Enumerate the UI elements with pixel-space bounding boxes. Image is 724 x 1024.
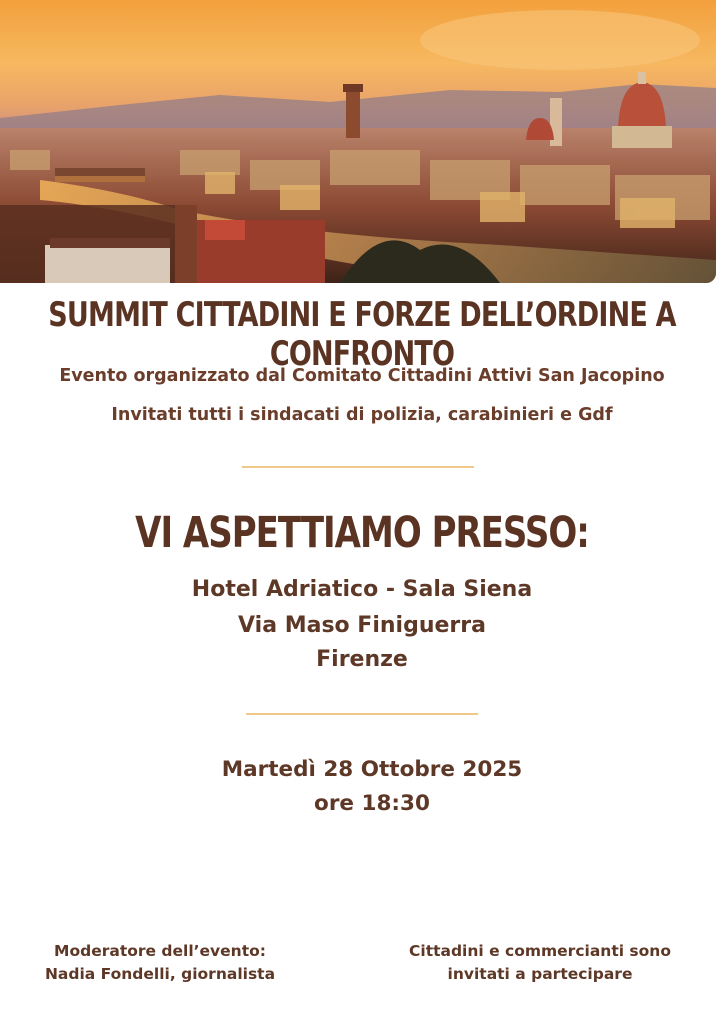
event-time: ore 18:30 xyxy=(314,791,430,816)
invitation-line1: Cittadini e commercianti sono xyxy=(409,942,671,960)
event-title: SUMMIT CITTADINI E FORZE DELL’ORDINE A CONFRONTO xyxy=(48,296,676,374)
venue-heading: VI ASPETTIAMO PRESSO: xyxy=(135,508,589,558)
moderator-block xyxy=(0,940,320,986)
divider-top xyxy=(242,466,474,468)
divider-bottom xyxy=(246,713,478,715)
invited-text: Invitati tutti i sindacati di polizia, carabinieri e Gdf xyxy=(111,405,613,425)
invitation-block xyxy=(380,940,700,986)
venue-city: Firenze xyxy=(316,647,408,672)
florence-panorama-image xyxy=(0,0,716,283)
venue-name: Hotel Adriatico - Sala Siena xyxy=(191,577,533,602)
event-date: Martedì 28 Ottobre 2025 xyxy=(221,757,523,782)
organizer-text: Evento organizzato dal Comitato Cittadini Attivi San Jacopino xyxy=(59,366,665,386)
venue-street: Via Maso Finiguerra xyxy=(238,613,486,638)
moderator-name: Nadia Fondelli, giornalista xyxy=(44,965,276,983)
moderator-label: Moderatore dell’evento: xyxy=(54,942,266,960)
invitation-line2: invitati a partecipare xyxy=(447,965,633,983)
